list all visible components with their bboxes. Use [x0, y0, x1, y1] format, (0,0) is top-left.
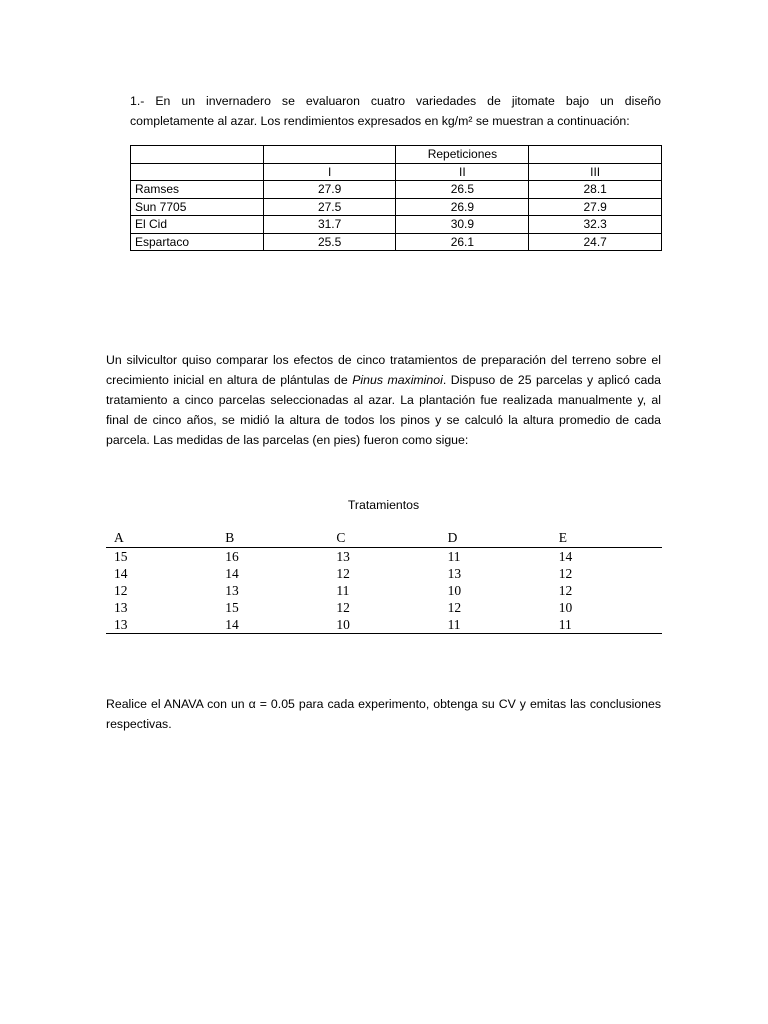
table-cell: 11	[336, 582, 350, 598]
table-cell: 10	[328, 616, 439, 634]
table-cell: 25.5	[263, 233, 396, 251]
variety-label: Sun 7705	[131, 198, 264, 216]
yield-table-corner	[131, 163, 264, 181]
problem-1-statement	[130, 91, 661, 131]
repeticiones-header: Repeticiones	[396, 146, 529, 164]
table-cell: 28.1	[529, 181, 662, 199]
table-cell: 16	[225, 548, 239, 564]
table-cell: 30.9	[396, 216, 529, 234]
table-cell: 10	[447, 582, 462, 598]
column-header: C	[328, 529, 439, 548]
problem-2-line-2-post: . Dispuso de 25 parcelas y aplicó cada	[442, 373, 661, 387]
table-cell: 27.9	[529, 198, 662, 216]
table-cell: 12	[336, 565, 350, 581]
column-header: D	[440, 529, 551, 548]
yield-table-group-header-row	[131, 146, 662, 164]
table-cell: 14	[114, 565, 128, 581]
table-row	[131, 198, 662, 216]
variety-label: El Cid	[131, 216, 264, 234]
problem-3-statement	[106, 694, 661, 734]
table-cell: 27.9	[263, 181, 396, 199]
table-cell: 13	[336, 548, 350, 564]
yield-table-blank	[263, 146, 396, 164]
column-header: II	[396, 163, 529, 181]
table-row	[106, 616, 662, 634]
table-row	[106, 582, 662, 599]
problem-1-line-1: 1.- En un invernadero se evaluaron cuatro variedades de jitomate bajo un diseño	[130, 94, 661, 108]
table-cell: 13	[114, 599, 128, 615]
yield-table-blank	[529, 146, 662, 164]
table-cell: 31.7	[263, 216, 396, 234]
table-row	[131, 216, 662, 234]
table-cell: 12	[114, 582, 128, 598]
problem-3-line-1: Realice el ANAVA con un α = 0.05 para cada experimento, obtenga su CV y emitas las conclusiones	[106, 697, 661, 711]
problem-2-line-4: final de cinco años, se midió la altura de todos los pinos y se calculó la altura promedio de cada	[106, 413, 661, 427]
table-cell: 13	[225, 582, 239, 598]
table-row	[106, 548, 662, 566]
table-cell: 11	[447, 548, 461, 564]
column-header: E	[551, 529, 662, 548]
variety-label: Espartaco	[131, 233, 264, 251]
problem-2-statement	[106, 350, 661, 450]
table-cell: 12	[447, 599, 462, 615]
table-cell: 26.1	[396, 233, 529, 251]
problem-1-line-2: completamente al azar. Los rendimientos expresados en kg/m² se muestran a continuación:	[130, 114, 630, 128]
table-cell: 13	[106, 616, 217, 634]
problem-2-line-1: Un silvicultor quiso comparar los efectos de cinco tratamientos de preparación del terreno sobre el	[106, 353, 661, 367]
species-name: Pinus maximinoi	[352, 373, 443, 387]
treatments-table	[106, 529, 662, 634]
table-cell: 26.5	[396, 181, 529, 199]
table-cell: 12	[336, 599, 350, 615]
table-cell: 15	[114, 548, 128, 564]
problem-2-line-2-pre: crecimiento inicial en altura de plántulas de	[106, 373, 353, 387]
tratamientos-title: Tratamientos	[347, 498, 420, 512]
problem-2-line-3: tratamiento a cinco parcelas seleccionadas al azar. La plantación fue realizada manualmente y, al	[106, 393, 661, 407]
table-cell: 14	[217, 616, 328, 634]
column-header: I	[263, 163, 396, 181]
table-row	[106, 599, 662, 616]
table-cell: 14	[558, 548, 573, 564]
column-header: A	[106, 529, 217, 548]
table-cell: 32.3	[529, 216, 662, 234]
table-cell: 26.9	[396, 198, 529, 216]
table-row	[131, 181, 662, 199]
problem-2-line-5: parcela. Las medidas de las parcelas (en pies) fueron como sigue:	[106, 433, 469, 447]
table-cell: 10	[558, 599, 573, 615]
yield-table	[130, 145, 662, 251]
problem-3-line-2: respectivas.	[106, 717, 172, 731]
table-cell: 27.5	[263, 198, 396, 216]
table-cell: 11	[551, 616, 662, 634]
table-cell: 24.7	[529, 233, 662, 251]
table-cell: 14	[225, 565, 239, 581]
column-header: III	[529, 163, 662, 181]
table-cell: 15	[225, 599, 239, 615]
table-row	[106, 565, 662, 582]
table-row	[131, 233, 662, 251]
problem-2-line-2	[106, 370, 661, 390]
table-cell: 11	[440, 616, 551, 634]
treatments-header-row	[106, 529, 662, 548]
table-cell: 12	[558, 565, 573, 581]
yield-table-corner	[131, 146, 264, 164]
variety-label: Ramses	[131, 181, 264, 199]
table-cell: 12	[558, 582, 573, 598]
column-header: B	[217, 529, 328, 548]
table-cell: 13	[447, 565, 462, 581]
yield-table-column-header-row	[131, 163, 662, 181]
